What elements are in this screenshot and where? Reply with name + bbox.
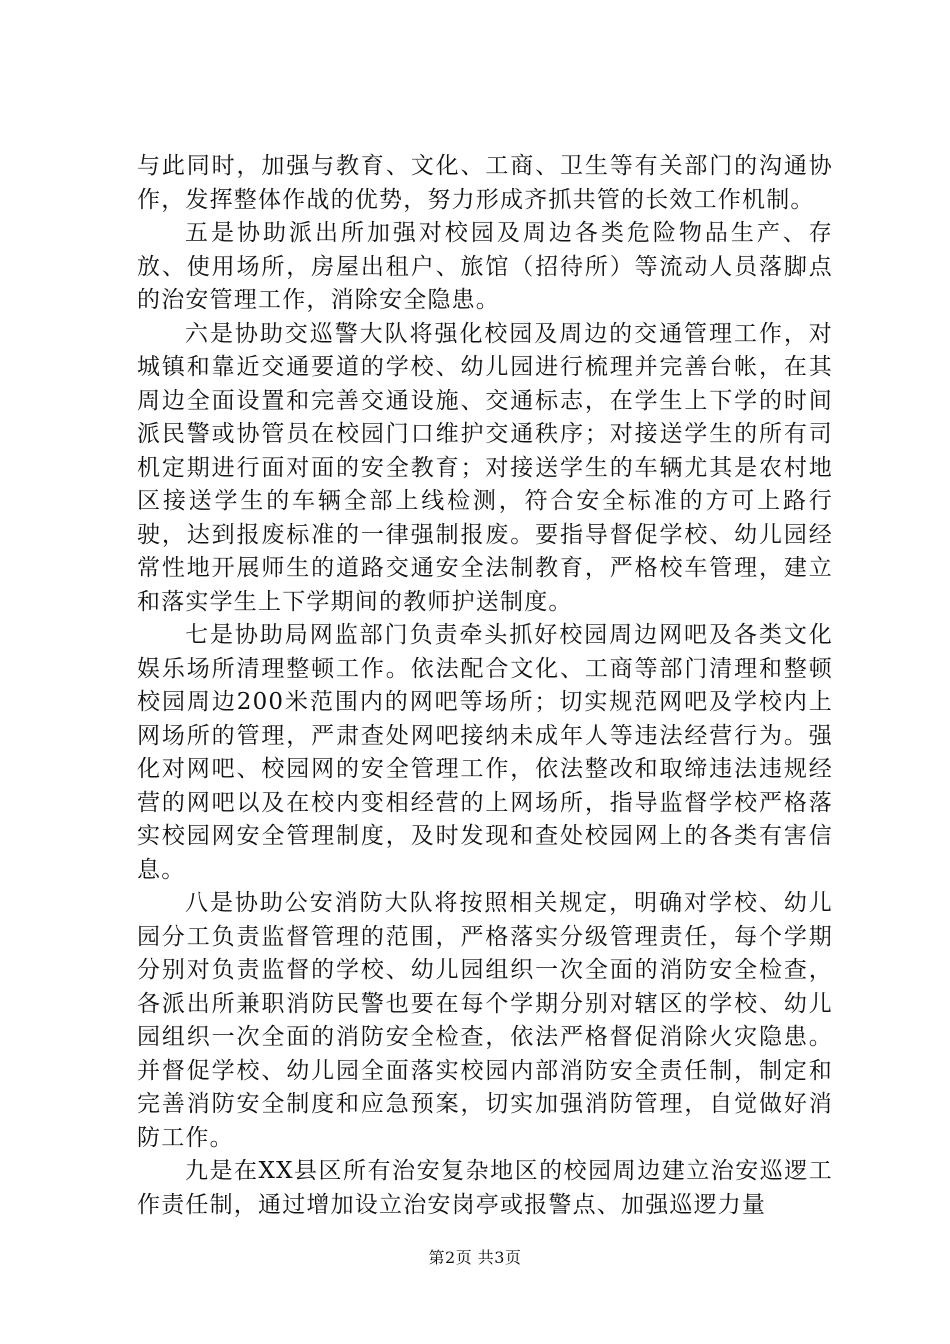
paragraph-item-5: 五是协助派出所加强对校园及周边各类危险物品生产、存放、使用场所，房屋出租户、旅馆（招待所）等流动人员落脚点的治安管理工作，消除安全隐患。 — [137, 220, 833, 313]
paragraph-item-9: 九是在XX县区所有治安复杂地区的校园周边建立治安巡逻工作责任制，通过增加设立治安岗亭或报警点、加强巡逻力量 — [137, 1158, 833, 1218]
paragraph-item-7: 七是协助局网监部门负责牵头抓好校园周边网吧及各类文化娱乐场所清理整顿工作。依法配合文化、工商等部门清理和整顿校园周边200米范围内的网吧等场所；切实规范网吧及学校内上网场所的管理，严肃查处网吧接纳未成年人等违法经营行为。强化对网吧、校园网的安全管理工作，依法整改和取缔违法违规经营的网吧以及在校内变相经营的上网场所，指导监督学校严格落实校园网安全管理制度，及时发现和查处校园网上的各类有害信息。 — [137, 622, 833, 883]
paragraph-item-8: 八是协助公安消防大队将按照相关规定，明确对学校、幼儿园分工负责监督管理的范围，严格落实分级管理责任，每个学期分别对负责监督的学校、幼儿园组织一次全面的消防安全检查，各派出所兼职消防民警也要在每个学期分别对辖区的学校、幼儿园组织一次全面的消防安全检查，依法严格督促消除火灾隐患。并督促学校、幼儿园全面落实校园内部消防安全责任制，制定和完善消防安全制度和应急预案，切实加强消防管理，自觉做好消防工作。 — [137, 890, 833, 1151]
document-body — [137, 150, 833, 1222]
paragraph-item-6: 六是协助交巡警大队将强化校园及周边的交通管理工作，对城镇和靠近交通要道的学校、幼儿园进行梳理并完善台帐，在其周边全面设置和完善交通设施、交通标志，在学生上下学的时间派民警或协管员在校园门口维护交通秩序；对接送学生的所有司机定期进行面对面的安全教育；对接送学生的车辆尤其是农村地区接送学生的车辆全部上线检测，符合安全标准的方可上路行驶，达到报废标准的一律强制报废。要指导督促学校、幼儿园经常性地开展师生的道路交通安全法制教育，严格校车管理，建立和落实学生上下学期间的教师护送制度。 — [137, 320, 833, 615]
page-number-footer: 第2页 共3页 — [428, 1248, 522, 1267]
paragraph-continuation: 与此同时，加强与教育、文化、工商、卫生等有关部门的沟通协作，发挥整体作战的优势，努力形成齐抓共管的长效工作机制。 — [137, 153, 833, 213]
